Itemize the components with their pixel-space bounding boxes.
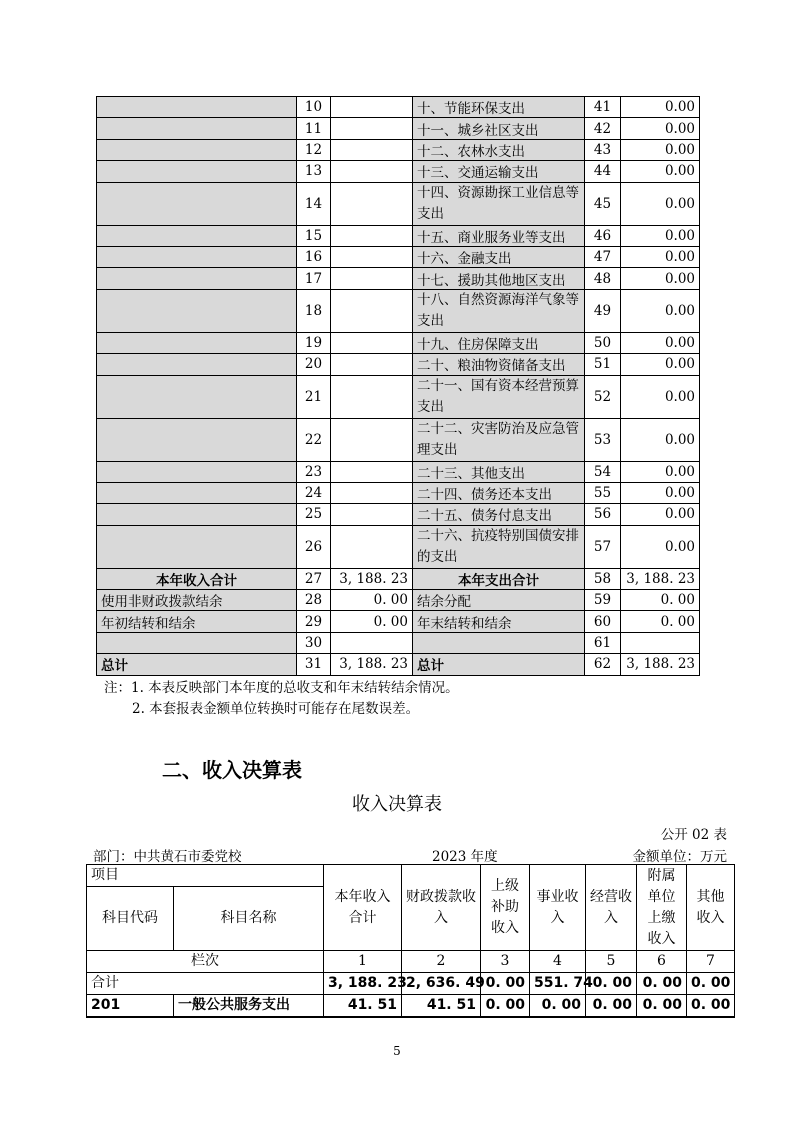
empty-label-cell	[97, 225, 297, 246]
empty-label-cell	[97, 97, 297, 118]
row-index-2: 59	[585, 590, 621, 611]
row-label	[97, 632, 297, 653]
table-row	[97, 461, 700, 482]
total-value: 0. 00	[637, 973, 687, 995]
empty-label-cell	[97, 525, 297, 568]
col-number: 4	[530, 951, 586, 973]
row-name: 一般公共服务支出	[174, 995, 324, 1018]
row-index: 30	[297, 632, 331, 653]
total-value: 2, 636. 49	[402, 973, 481, 995]
row-label: 总计	[97, 654, 297, 675]
expense-item: 二十、粮油物资储备支出	[413, 354, 585, 375]
note-line-2: 2. 本套报表金额单位转换时可能存在尾数误差。	[132, 701, 420, 717]
row-index-2: 55	[585, 482, 621, 503]
expense-item: 十一、城乡社区支出	[413, 118, 585, 139]
row-value: 0. 00	[331, 590, 413, 611]
empty-label-cell	[97, 246, 297, 267]
row-index: 29	[297, 611, 331, 632]
col-number: 5	[586, 951, 637, 973]
expense-item: 十三、交通运输支出	[413, 161, 585, 182]
row-index: 15	[297, 225, 331, 246]
table-row	[97, 182, 700, 225]
total-label: 合计	[87, 973, 324, 995]
expense-value: 0.00	[621, 182, 700, 225]
expense-item: 十八、自然资源海洋气象等支出	[413, 289, 585, 332]
header-col-4: 事业收入	[530, 865, 586, 951]
row-index-2: 57	[585, 525, 621, 568]
row-index: 11	[297, 118, 331, 139]
expense-item: 二十二、灾害防治及应急管理支出	[413, 418, 585, 461]
empty-label-cell	[97, 268, 297, 289]
row-index: 16	[297, 246, 331, 267]
row-index: 12	[297, 139, 331, 160]
table-row	[97, 139, 700, 160]
row-value-2: 3, 188. 23	[621, 654, 700, 675]
row-index: 24	[297, 482, 331, 503]
expense-value: 0.00	[621, 268, 700, 289]
header-code: 科目代码	[87, 887, 174, 951]
header-col-5: 经营收入	[586, 865, 637, 951]
row-index-2: 49	[585, 289, 621, 332]
empty-value-cell	[331, 161, 413, 182]
empty-label-cell	[97, 182, 297, 225]
header-col-3: 上级补助收入	[481, 865, 530, 951]
row-index-2: 50	[585, 332, 621, 353]
row-label: 使用非财政拨款结余	[97, 590, 297, 611]
total-value: 551. 74	[530, 973, 586, 995]
header-col-7: 其他收入	[687, 865, 735, 951]
header-col-1: 本年收入合计	[324, 865, 402, 951]
empty-value-cell	[331, 246, 413, 267]
expense-value: 0.00	[621, 525, 700, 568]
expense-item: 二十六、抗疫特别国债安排的支出	[413, 525, 585, 568]
empty-value-cell	[331, 332, 413, 353]
row-index: 22	[297, 418, 331, 461]
row-index-2: 52	[585, 375, 621, 418]
row-value: 3, 188. 23	[331, 568, 413, 589]
empty-label-cell	[97, 118, 297, 139]
expense-item: 十、节能环保支出	[413, 97, 585, 118]
col-number: 7	[687, 951, 735, 973]
header-col-2: 财政拨款收入	[402, 865, 481, 951]
empty-value-cell	[331, 289, 413, 332]
row-index-2: 48	[585, 268, 621, 289]
budget-summary-body	[97, 97, 700, 676]
row-index-2: 42	[585, 118, 621, 139]
empty-value-cell	[331, 118, 413, 139]
expense-item: 十五、商业服务业等支出	[413, 225, 585, 246]
empty-value-cell	[331, 418, 413, 461]
expense-value: 0.00	[621, 354, 700, 375]
empty-label-cell	[97, 418, 297, 461]
row-label-2: 本年支出合计	[413, 568, 585, 589]
row-value	[331, 632, 413, 653]
row-code: 201	[87, 995, 174, 1018]
row-value: 0. 00	[687, 995, 735, 1018]
header-name: 科目名称	[174, 887, 324, 951]
expense-item: 十九、住房保障支出	[413, 332, 585, 353]
row-index: 10	[297, 97, 331, 118]
table-row	[97, 375, 700, 418]
row-index-2: 54	[585, 461, 621, 482]
table-row	[97, 482, 700, 503]
row-index-2: 45	[585, 182, 621, 225]
row-index-2: 41	[585, 97, 621, 118]
col-number: 2	[402, 951, 481, 973]
row-index: 20	[297, 354, 331, 375]
row-index: 26	[297, 525, 331, 568]
row-index: 13	[297, 161, 331, 182]
expense-value: 0.00	[621, 461, 700, 482]
row-index: 17	[297, 268, 331, 289]
unit-label: 金额单位：万元	[632, 849, 727, 865]
expense-item: 十七、援助其他地区支出	[413, 268, 585, 289]
empty-value-cell	[331, 525, 413, 568]
row-index-2: 56	[585, 504, 621, 525]
table-row-row-29	[97, 611, 700, 632]
table-row	[97, 332, 700, 353]
section-heading: 二、收入决算表	[162, 758, 302, 782]
row-label: 本年收入合计	[97, 568, 297, 589]
header-col-6: 附属单位上缴收入	[637, 865, 687, 951]
row-label-2: 结余分配	[413, 590, 585, 611]
row-value: 0. 00	[530, 995, 586, 1018]
col-number: 3	[481, 951, 530, 973]
total-value: 3, 188. 23	[324, 973, 402, 995]
empty-label-cell	[97, 482, 297, 503]
expense-value: 0.00	[621, 139, 700, 160]
table-row	[97, 289, 700, 332]
income-table	[86, 864, 735, 1018]
empty-value-cell	[331, 182, 413, 225]
row-value-2: 3, 188. 23	[621, 568, 700, 589]
row-index: 21	[297, 375, 331, 418]
page-number: 5	[393, 1044, 401, 1058]
row-index-2: 46	[585, 225, 621, 246]
row-value: 0. 00	[481, 995, 530, 1018]
row-index-2: 51	[585, 354, 621, 375]
table-row	[97, 161, 700, 182]
empty-label-cell	[97, 375, 297, 418]
expense-value: 0.00	[621, 118, 700, 139]
row-index: 14	[297, 182, 331, 225]
row-value: 0. 00	[586, 995, 637, 1018]
table-row	[97, 225, 700, 246]
table-row	[97, 268, 700, 289]
table-row	[97, 504, 700, 525]
total-value: 0. 00	[687, 973, 735, 995]
note-line-1: 注：1. 本表反映部门本年度的总收支和年末结转结余情况。	[104, 680, 459, 696]
department-label: 部门：中共黄石市委党校	[93, 849, 242, 865]
row-index-2: 53	[585, 418, 621, 461]
empty-label-cell	[97, 161, 297, 182]
row-value: 41. 51	[402, 995, 481, 1018]
header-project: 项目	[87, 865, 324, 887]
row-index-2: 47	[585, 246, 621, 267]
table-row-grand-total	[97, 654, 700, 675]
expense-value: 0.00	[621, 97, 700, 118]
row-index: 18	[297, 289, 331, 332]
table-row	[97, 246, 700, 267]
col-number: 6	[637, 951, 687, 973]
empty-value-cell	[331, 268, 413, 289]
table-row-income-total	[97, 568, 700, 589]
row-label: 年初结转和结余	[97, 611, 297, 632]
total-value: 0. 00	[586, 973, 637, 995]
row-index: 31	[297, 654, 331, 675]
expense-value: 0.00	[621, 289, 700, 332]
row-value: 3, 188. 23	[331, 654, 413, 675]
expense-item: 二十一、国有资本经营预算支出	[413, 375, 585, 418]
row-value-2: 0. 00	[621, 611, 700, 632]
expense-value: 0.00	[621, 375, 700, 418]
empty-label-cell	[97, 332, 297, 353]
total-value: 0. 00	[481, 973, 530, 995]
table-row	[97, 354, 700, 375]
table-row	[97, 418, 700, 461]
empty-label-cell	[97, 461, 297, 482]
row-index-2: 61	[585, 632, 621, 653]
empty-value-cell	[331, 375, 413, 418]
row-index-2: 44	[585, 161, 621, 182]
row-value-2	[621, 632, 700, 653]
header-lanci: 栏次	[87, 951, 324, 973]
empty-value-cell	[331, 504, 413, 525]
expense-value: 0.00	[621, 482, 700, 503]
expense-item: 二十四、债务还本支出	[413, 482, 585, 503]
row-index: 27	[297, 568, 331, 589]
empty-label-cell	[97, 139, 297, 160]
col-number: 1	[324, 951, 402, 973]
row-index: 25	[297, 504, 331, 525]
expense-value: 0.00	[621, 246, 700, 267]
expense-value: 0.00	[621, 225, 700, 246]
table-row	[97, 118, 700, 139]
row-value: 0. 00	[331, 611, 413, 632]
table-title: 收入决算表	[352, 794, 442, 815]
table-code: 公开 02 表	[660, 827, 727, 843]
row-index-2: 43	[585, 139, 621, 160]
empty-value-cell	[331, 354, 413, 375]
table-row-row-28	[97, 590, 700, 611]
empty-value-cell	[331, 225, 413, 246]
row-label-2: 总计	[413, 654, 585, 675]
row-index: 28	[297, 590, 331, 611]
empty-value-cell	[331, 97, 413, 118]
empty-label-cell	[97, 504, 297, 525]
table-row	[97, 525, 700, 568]
empty-value-cell	[331, 461, 413, 482]
table-row-row-30	[97, 632, 700, 653]
row-index-2: 58	[585, 568, 621, 589]
row-index: 23	[297, 461, 331, 482]
expense-item: 二十五、债务付息支出	[413, 504, 585, 525]
expense-value: 0.00	[621, 504, 700, 525]
row-index-2: 62	[585, 654, 621, 675]
empty-label-cell	[97, 354, 297, 375]
empty-label-cell	[97, 289, 297, 332]
expense-value: 0.00	[621, 161, 700, 182]
row-value: 0. 00	[637, 995, 687, 1018]
year-label: 2023 年度	[432, 849, 498, 865]
expense-item: 二十三、其他支出	[413, 461, 585, 482]
expense-item: 十四、资源勘探工业信息等支出	[413, 182, 585, 225]
empty-value-cell	[331, 139, 413, 160]
row-value: 41. 51	[324, 995, 402, 1018]
row-index: 19	[297, 332, 331, 353]
budget-summary-table	[96, 96, 700, 676]
row-label-2: 年末结转和结余	[413, 611, 585, 632]
empty-value-cell	[331, 482, 413, 503]
row-value-2: 0. 00	[621, 590, 700, 611]
row-index-2: 60	[585, 611, 621, 632]
expense-value: 0.00	[621, 418, 700, 461]
expense-value: 0.00	[621, 332, 700, 353]
expense-item: 十二、农林水支出	[413, 139, 585, 160]
row-label-2	[413, 632, 585, 653]
table-row	[97, 97, 700, 118]
expense-item: 十六、金融支出	[413, 246, 585, 267]
